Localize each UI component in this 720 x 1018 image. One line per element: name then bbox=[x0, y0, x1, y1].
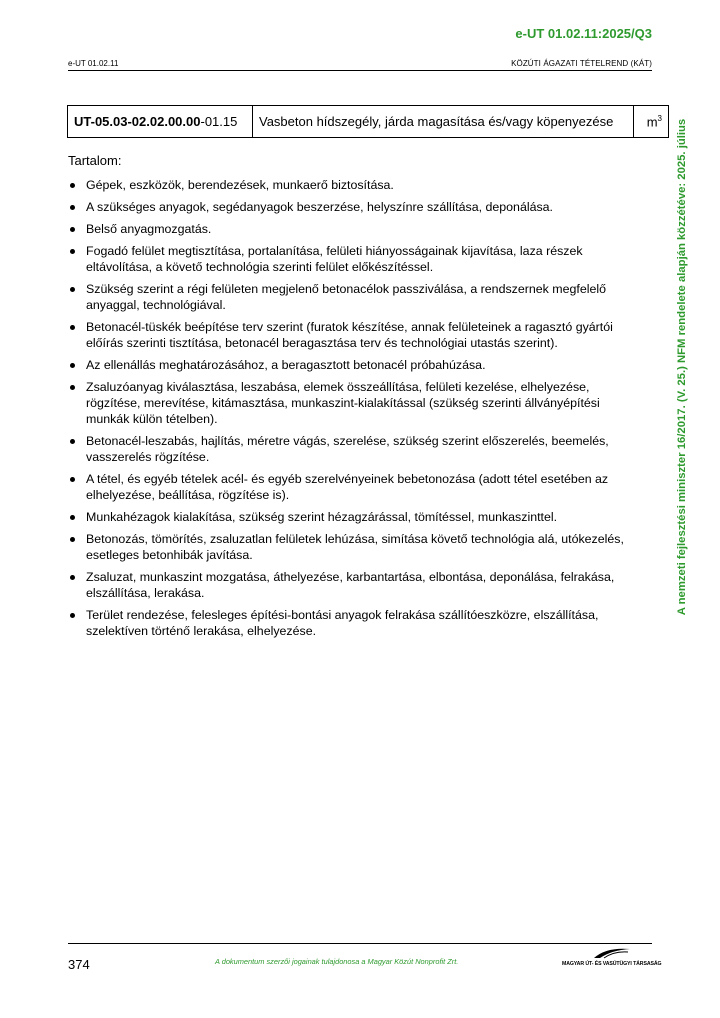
item-code bbox=[68, 106, 253, 138]
list-item: Terület rendezése, felesleges építési-bontási anyagok felrakása szállítóeszközre, elszállítása, szelektíven történő lerakása, elhelyezése. bbox=[68, 607, 628, 639]
item-table bbox=[67, 105, 669, 138]
list-item: Zsaluzat, munkaszint mozgatása, áthelyezése, karbantartása, elbontása, deponálása, felrakása, elszállítása, lerakása. bbox=[68, 569, 628, 601]
list-item: Fogadó felület megtisztítása, portalanítása, felületi hiányosságainak kijavítása, laza részek eltávolítása, a követő technológia szerinti felület előkészítéssel. bbox=[68, 243, 628, 275]
content-list bbox=[68, 177, 628, 645]
logo-text: MAGYAR ÚT- ÉS VASÚTÜGYI TÁRSASÁG bbox=[562, 961, 662, 967]
publisher-logo bbox=[562, 946, 662, 970]
list-item: Betonacél-leszabás, hajlítás, méretre vágás, szerelése, szükség szerint előszerelés, beemelés, vasszerelés rögzítése. bbox=[68, 433, 628, 465]
document-code: e-UT 01.02.11:2025/Q3 bbox=[515, 26, 652, 41]
list-item: A tétel, és egyéb tételek acél- és egyéb szerelvényeinek bebetonozása (adott tétel esetében az elhelyezése, beállítása, rögzítése is). bbox=[68, 471, 628, 503]
list-item: Betonozás, tömörítés, zsaluzatlan felületek lehúzása, simítása követő technológia alá, utókezelés, esetleges betonhibák javítása. bbox=[68, 531, 628, 563]
side-publication-note bbox=[670, 97, 694, 637]
road-swoosh-icon bbox=[592, 946, 632, 960]
list-item: Munkahézagok kialakítása, szükség szerint hézagzárással, tömítéssel, munkaszinttel. bbox=[68, 509, 628, 525]
list-item: Szükség szerint a régi felületen megjelenő betonacélok passziválása, a rendszernek megfelelő anyaggal, technológiával. bbox=[68, 281, 628, 313]
item-code-suffix: -01.15 bbox=[200, 114, 238, 129]
list-item: Gépek, eszközök, berendezések, munkaerő biztosítása. bbox=[68, 177, 628, 193]
header-rule bbox=[68, 70, 652, 71]
header-right-title: KÖZÚTI ÁGAZATI TÉTELREND (KÁT) bbox=[511, 59, 652, 68]
list-item: Zsaluzóanyag kiválasztása, leszabása, elemek összeállítása, felületi kezelése, elhelyezése, rögzítése, merevítése, kitámasztása, munkaszint-kialakítással (szükség szerinti állványépítési munkák külön tételben). bbox=[68, 379, 628, 427]
side-note-text: A nemzeti fejlesztési miniszter 16/2017. (V. 25.) NFM rendelete alapján közzétéve: 2025. július bbox=[676, 118, 688, 616]
copyright-notice: A dokumentum szerzői jogainak tulajdonosa a Magyar Közút Nonprofit Zrt. bbox=[215, 957, 459, 966]
list-item: Az ellenállás meghatározásához, a beragasztott betonacél próbahúzása. bbox=[68, 357, 628, 373]
item-description: Vasbeton hídszegély, járda magasítása és/vagy köpenyezése bbox=[253, 106, 634, 138]
list-item: Betonacél-tüskék beépítése terv szerint (furatok készítése, annak felületeinek a ragasztó gyártói előírás szerinti tisztítása, betonacél beragasztása terv és technológiai utastás szerint). bbox=[68, 319, 628, 351]
list-item: A szükséges anyagok, segédanyagok beszerzése, helyszínre szállítása, deponálása. bbox=[68, 199, 628, 215]
item-row bbox=[68, 106, 669, 138]
page-number: 374 bbox=[68, 957, 90, 972]
header-left-code: e-UT 01.02.11 bbox=[68, 59, 119, 68]
list-item: Belső anyagmozgatás. bbox=[68, 221, 628, 237]
footer-rule bbox=[68, 943, 652, 944]
item-unit-base: m bbox=[646, 114, 658, 130]
item-unit bbox=[634, 106, 669, 138]
item-unit-exponent: 3 bbox=[657, 113, 662, 123]
item-code-bold: UT-05.03-02.02.00.00 bbox=[74, 114, 201, 129]
content-title: Tartalom: bbox=[68, 153, 122, 168]
